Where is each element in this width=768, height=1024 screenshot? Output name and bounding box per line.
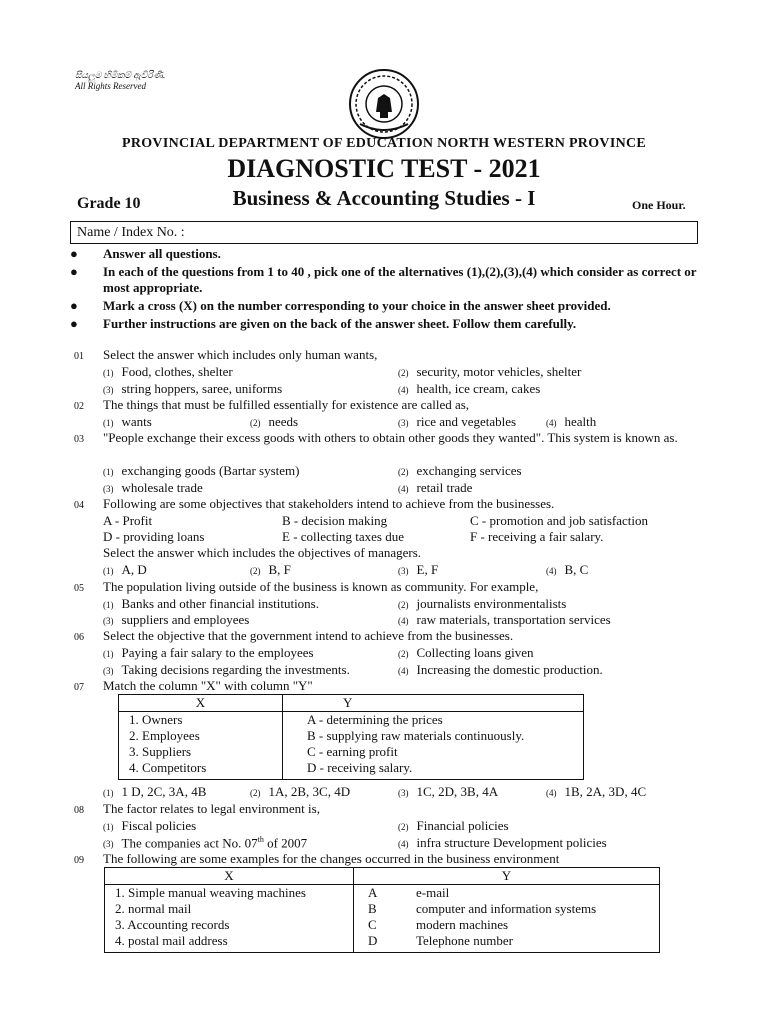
option-3: (3) suppliers and employees: [103, 612, 250, 627]
objective-c: C - promotion and job satisfaction: [470, 513, 649, 528]
table-row: 2. Employees B - supplying raw materials continuously.: [119, 728, 584, 744]
option-4: (4) Increasing the domestic production.: [398, 662, 603, 677]
page-title: DIAGNOSTIC TEST - 2021: [227, 154, 541, 183]
option-3: (3) The companies act No. 07th of 2007: [103, 835, 308, 851]
bullet-icon: ●: [70, 298, 78, 313]
option-1: (1) Fiscal policies: [103, 818, 197, 833]
objective-f: F - receiving a fair salary.: [470, 529, 604, 544]
grade-label: Grade 10: [77, 195, 141, 212]
instruction-item: ● Answer all questions.: [70, 246, 221, 261]
option-1: (1) wants: [103, 414, 152, 429]
option-3: (3) E, F: [398, 562, 439, 577]
table-row: 1. Simple manual weaving machines A e-mail: [105, 885, 660, 902]
instruction-item: ● Mark a cross (X) on the number corresponding to your choice in the answer sheet provided.: [70, 298, 611, 313]
option-4: (4) retail trade: [398, 480, 473, 495]
table-row: 2. normal mail B computer and information systems: [105, 901, 660, 917]
option-4: (4) infra structure Development policies: [398, 835, 607, 850]
option-3: (3) rice and vegetables: [398, 414, 517, 429]
option-1: (1) 1 D, 2C, 3A, 4B: [103, 784, 207, 799]
table-row: 1. Owners A - determining the prices: [119, 712, 584, 729]
table-row: 3. Accounting records C modern machines: [105, 917, 660, 933]
bullet-icon: ●: [70, 316, 78, 331]
option-1: (1) exchanging goods (Bartar system): [103, 463, 300, 478]
name-index-field[interactable]: Name / Index No. :: [70, 221, 698, 244]
column-x-header: X: [105, 868, 354, 885]
option-2: (2) B, F: [250, 562, 291, 577]
option-2: (2) Collecting loans given: [398, 645, 534, 660]
table-row: 4. postal mail address D Telephone number: [105, 933, 660, 953]
option-1: (1) Banks and other financial institutions.: [103, 596, 319, 611]
subject-title: Business & Accounting Studies - I: [232, 186, 536, 210]
government-crest-icon: [348, 68, 420, 140]
option-4: (4) health, ice cream, cakes: [398, 381, 541, 396]
option-2: (2) 1A, 2B, 3C, 4D: [250, 784, 351, 799]
option-4: (4) B, C: [546, 562, 589, 577]
instruction-item: ● Further instructions are given on the back of the answer sheet. Follow them carefully.: [70, 316, 577, 331]
bullet-icon: ●: [70, 264, 78, 279]
option-1: (1) Paying a fair salary to the employees: [103, 645, 314, 660]
changes-table: [104, 867, 660, 953]
option-4: (4) 1B, 2A, 3D, 4C: [546, 784, 647, 799]
table-row: 4. Competitors D - receiving salary.: [119, 760, 584, 780]
objective-e: E - collecting taxes due: [282, 529, 405, 544]
option-4: (4) raw materials, transportation services: [398, 612, 611, 627]
bullet-icon: ●: [70, 246, 78, 261]
option-3: (3) string hoppers, saree, uniforms: [103, 381, 283, 396]
instruction-item: ● In each of the questions from 1 to 40 , pick one of the alternatives (1),(2),(3),(4) which consider as correct or most appropriate.: [70, 264, 697, 295]
option-2: (2) journalists environmentalists: [398, 596, 567, 611]
instructions-list: [70, 246, 710, 334]
department-name: PROVINCIAL DEPARTMENT OF EDUCATION NORTH WESTERN PROVINCE: [121, 136, 647, 151]
option-2: (2) exchanging services: [398, 463, 522, 478]
option-2: (2) security, motor vehicles, shelter: [398, 364, 582, 379]
rights-reserved: සියලුම හිමිකම් ඇවිරිණි. All Rights Reserved: [75, 70, 166, 91]
column-y-header: Y: [501, 868, 512, 883]
objective-a: A - Profit: [103, 513, 153, 528]
column-x-header: X: [119, 695, 283, 712]
objective-b: B - decision making: [282, 513, 388, 528]
objective-d: D - providing loans: [103, 529, 205, 544]
option-4: (4) health: [546, 414, 597, 429]
option-2: (2) needs: [250, 414, 299, 429]
table-row: 3. Suppliers C - earning profit: [119, 744, 584, 760]
option-1: (1) A, D: [103, 562, 147, 577]
option-3: (3) wholesale trade: [103, 480, 203, 495]
matching-table: [118, 694, 584, 780]
column-y-header: Y: [343, 695, 353, 710]
option-3: (3) Taking decisions regarding the investments.: [103, 662, 350, 677]
option-2: (2) Financial policies: [398, 818, 509, 833]
duration-label: One Hour.: [632, 198, 686, 212]
option-3: (3) 1C, 2D, 3B, 4A: [398, 784, 499, 799]
option-1: (1) Food, clothes, shelter: [103, 364, 233, 379]
